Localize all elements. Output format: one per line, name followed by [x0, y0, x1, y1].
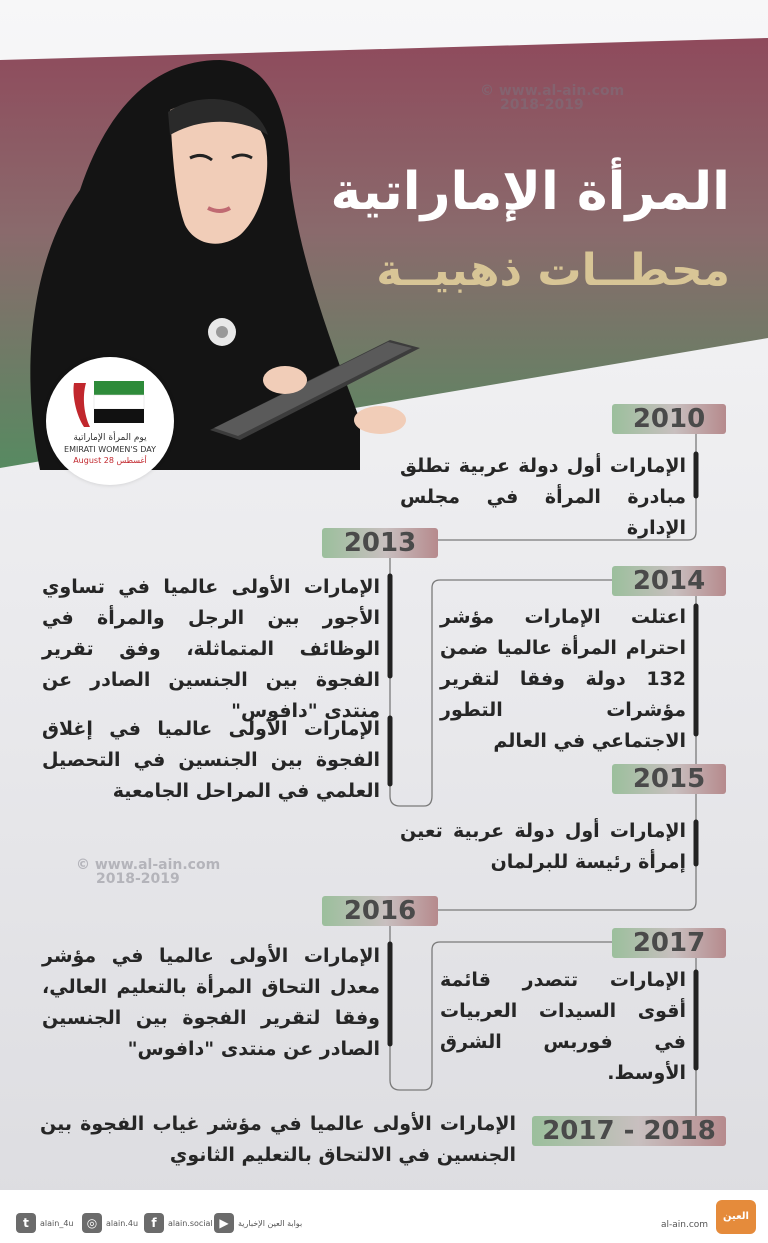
entry-2017: الإمارات تتصدر قائمة أقوى السيدات العربيات في فوربس الشرق الأوسط.	[440, 969, 686, 1084]
year-tag-2014: 2014	[612, 566, 726, 596]
year-tag-2017: 2017	[612, 928, 726, 958]
al-ain-logo: العين	[716, 1200, 756, 1234]
facebook-handle: alain.social	[168, 1218, 213, 1228]
entry-2010: الإمارات أول دولة عربية تطلق مبادرة المرأة في مجلس الإدارة	[400, 455, 686, 539]
year-tag-2016: 2016	[322, 896, 438, 926]
entry-2017-2018: الإمارات الأولى عالميا في مؤشر غياب الفجوة بين الجنسين في الالتحاق بالتعليم الثانوي	[40, 1113, 516, 1166]
watermark-years: 2018-2019	[96, 871, 180, 887]
emirati-womens-day-logo	[46, 357, 174, 485]
instagram-link[interactable]	[82, 1213, 138, 1233]
watermark-url: www.al-ain.com	[94, 857, 221, 873]
entry-2013-b: الإمارات الأولى عالميا في إغلاق الفجوة بين الجنسين في التحصيل العلمي في المراحل الجامعية	[42, 718, 380, 802]
instagram-handle: alain.4u	[106, 1218, 139, 1228]
entry-2014: اعتلت الإمارات مؤشر احترام المرأة عالميا ضمن 132 دولة وفقا لتقرير مؤشرات التطور الاجتماعي في العالم	[440, 606, 686, 752]
entry-2016: الإمارات الأولى عالميا في مؤشر معدل التحاق المرأة بالتعليم العالي، وفقا لتقرير الفجوة بين الجنسين الصادر عن منتدى "دافوس"	[42, 945, 380, 1060]
youtube-handle: بوابة العين الإخبارية	[238, 1218, 303, 1228]
page-subtitle: محطــات ذهبيــة	[376, 245, 730, 296]
copyright-icon: ©	[76, 857, 90, 873]
year-tag-2015: 2015	[612, 764, 726, 794]
page-title: المرأة الإماراتية	[330, 162, 730, 222]
logo-english-text: EMIRATI WOMEN'S DAY	[64, 445, 156, 454]
site-url[interactable]: al-ain.com	[661, 1220, 709, 1230]
watermark-top	[480, 84, 624, 112]
facebook-link[interactable]	[144, 1213, 213, 1233]
entry-2013-a: الإمارات الأولى عالميا في تساوي الأجور بين الرجل والمرأة في الوظائف المتماثلة، وفق تقرير الفجوة بين الجنسين الصادر عن منتدى "دافوس"	[42, 576, 380, 722]
year-tag-2013: 2013	[322, 528, 438, 558]
logo-arabic-text: يوم المرأة الإماراتية	[73, 433, 147, 443]
facebook-icon: f	[144, 1213, 164, 1233]
uae-flag-icon	[70, 375, 150, 431]
twitter-icon: t	[16, 1213, 36, 1233]
youtube-icon: ▶	[214, 1213, 234, 1233]
watermark-middle	[76, 858, 220, 886]
copyright-icon: ©	[480, 83, 494, 99]
year-tag-2017-2018: 2017 - 2018	[532, 1116, 726, 1146]
watermark-url: www.al-ain.com	[498, 83, 625, 99]
twitter-link[interactable]	[16, 1213, 73, 1233]
youtube-link[interactable]	[214, 1213, 302, 1233]
logo-date-text: August 28 أغسطس	[73, 456, 147, 465]
entry-2015: الإمارات أول دولة عربية تعين إمرأة رئيسة للبرلمان	[400, 820, 686, 873]
twitter-handle: alain_4u	[40, 1218, 74, 1228]
instagram-icon: ◎	[82, 1213, 102, 1233]
watermark-years: 2018-2019	[500, 97, 584, 113]
year-tag-2010: 2010	[612, 404, 726, 434]
